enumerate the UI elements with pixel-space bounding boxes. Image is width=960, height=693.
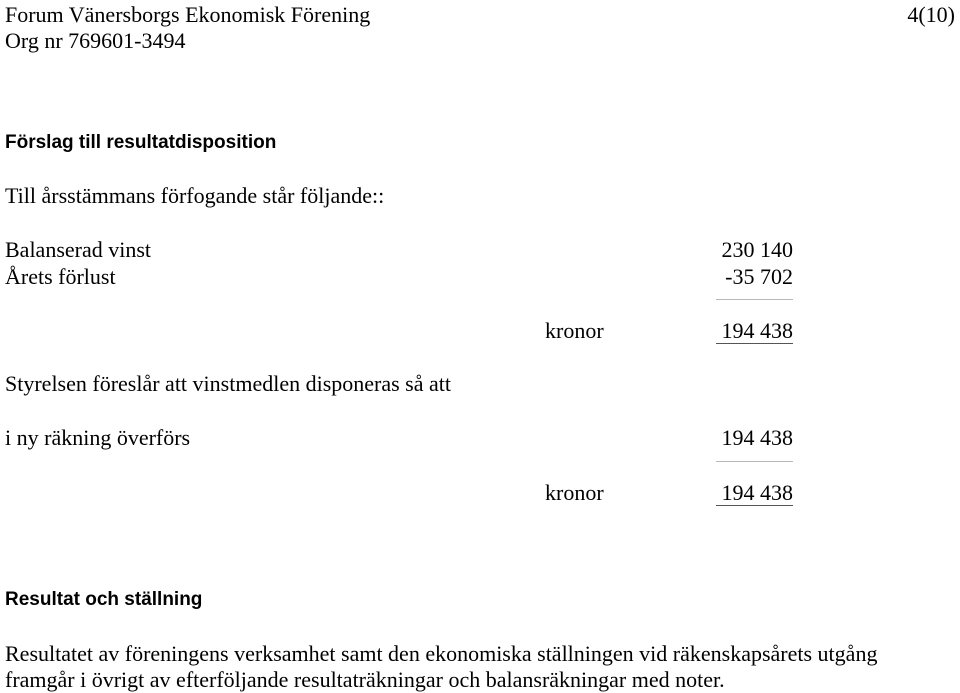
annual-loss-label: Årets förlust: [5, 264, 116, 289]
results-text-line-2: framgår i övrigt av efterföljande resultaträkningar och balansräkningar med noter.: [5, 667, 725, 692]
annual-loss-value: -35 702: [725, 264, 793, 289]
subtotal-rule: [716, 299, 793, 300]
carry-subtotal-rule: [716, 461, 793, 462]
results-text-line-1: Resultatet av föreningens verksamhet samt den ekonomiska ställningen vid räkenskapsårets utgång: [5, 641, 878, 666]
board-proposal: Styrelsen föreslår att vinstmedlen disponeras så att: [5, 371, 451, 396]
disposition-heading: Förslag till resultatdisposition: [5, 132, 277, 153]
organization-name: Forum Vänersborgs Ekonomisk Förening: [5, 2, 371, 27]
organization-number: Org nr 769601-3494: [5, 28, 186, 53]
total-underline: [716, 343, 793, 344]
balanced-profit-value: 230 140: [721, 237, 793, 262]
carry-total-unit: kronor: [545, 480, 604, 505]
results-heading: Resultat och ställning: [5, 589, 203, 610]
balanced-profit-label: Balanserad vinst: [5, 237, 152, 262]
carry-total-underline: [716, 505, 793, 506]
carry-forward-label: i ny räkning överförs: [5, 425, 191, 450]
page-number: 4(10): [907, 2, 955, 27]
total-unit: kronor: [545, 318, 604, 343]
carry-total-value: 194 438: [721, 480, 793, 505]
disposition-intro: Till årsstämmans förfogande står följande::: [5, 183, 385, 208]
total-value: 194 438: [721, 318, 793, 343]
carry-forward-value: 194 438: [721, 425, 793, 450]
